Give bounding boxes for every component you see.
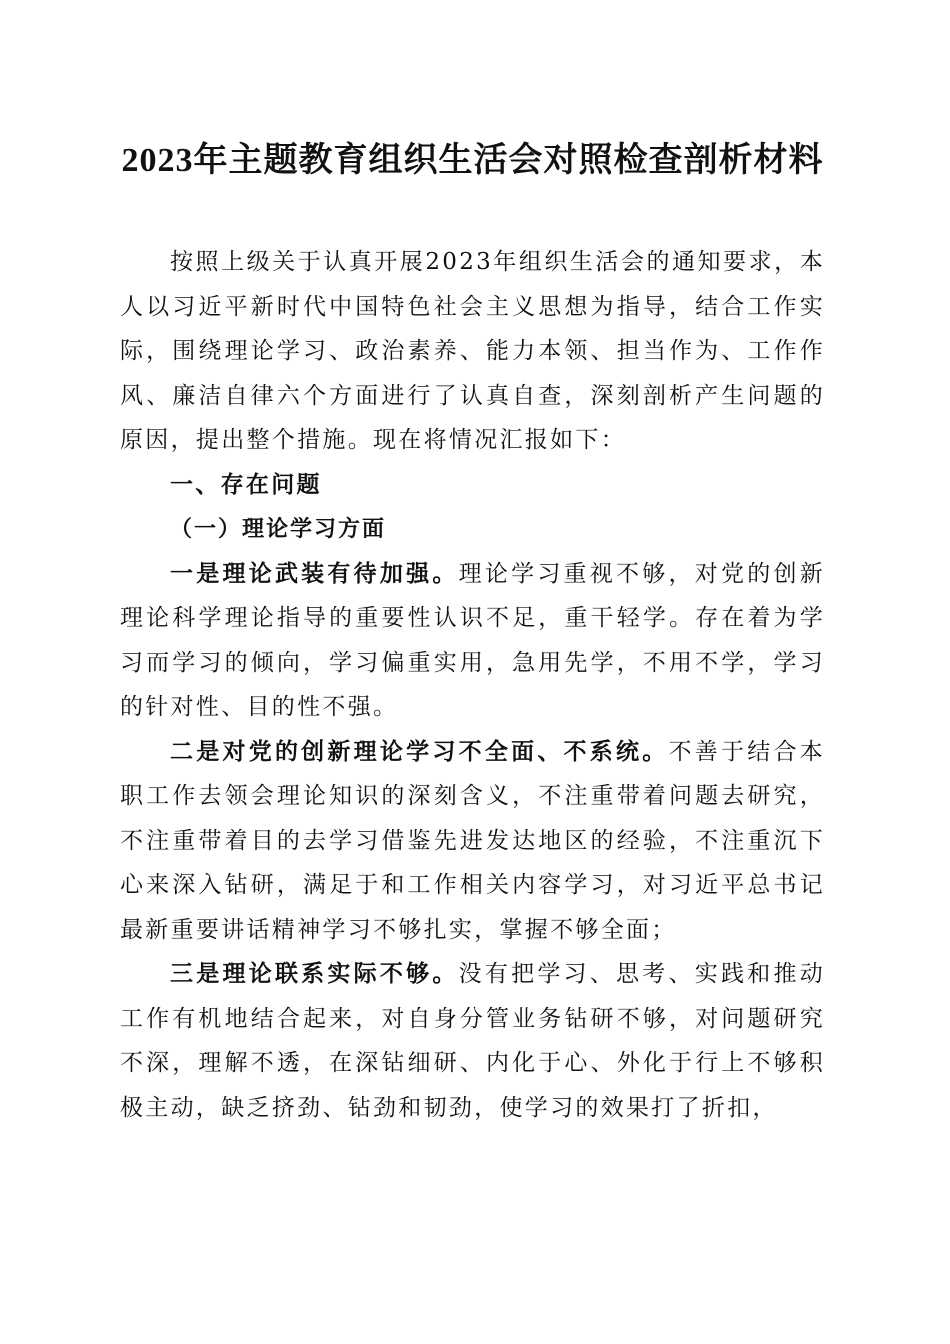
point-text: 不善于结合本职工作去领会理论知识的深刻含义，不注重带着问题去研究，不注重带着目的去学习借鉴先进发达地区的经验，不注重沉下心来深入钻研，满足于和工作相关内容学习，对习近平总书记最新重要讲话精神学习不够扎实，掌握不够全面； [120,738,825,943]
point-text: 理论学习重视不够，对党的创新理论科学理论指导的重要性认识不足，重干轻学。存在着为学习而学习的倾向，学习偏重实用，急用先学，不用不学，学习的针对性、目的性不强。 [120,560,825,720]
subsection-heading-theory-study: （一）理论学习方面 [170,516,387,542]
point-paragraph [120,552,825,730]
point-text: 没有把学习、思考、实践和推动工作有机地结合起来，对自身分管业务钻研不够，对问题研究不深，理解不透，在深钻细研、内化于心、外化于行上不够积极主动，缺乏挤劲、钻劲和韧劲，使学习的效果打了折扣， [120,961,825,1121]
document-page [120,138,825,1130]
point-paragraph [120,952,825,1130]
section-heading-problems: 一、存在问题 [170,470,322,498]
document-title: 2023年主题教育组织生活会对照检查剖析材料 [121,142,824,179]
point-lead: 一是理论武装有待加强。 [170,559,459,587]
point-paragraph [120,730,825,953]
point-lead: 二是对党的创新理论学习不全面、不系统。 [170,737,669,765]
document-body [120,240,825,1130]
intro-paragraph: 按照上级关于认真开展2023年组织生活会的通知要求，本人以习近平新时代中国特色社会主义思想为指导，结合工作实际，围绕理论学习、政治素养、能力本领、担当作为、工作作风、廉洁自律六个方面进行了认真自查，深刻剖析产生问题的原因，提出整个措施。现在将情况汇报如下： [120,249,825,453]
point-lead: 三是理论联系实际不够。 [170,960,459,987]
